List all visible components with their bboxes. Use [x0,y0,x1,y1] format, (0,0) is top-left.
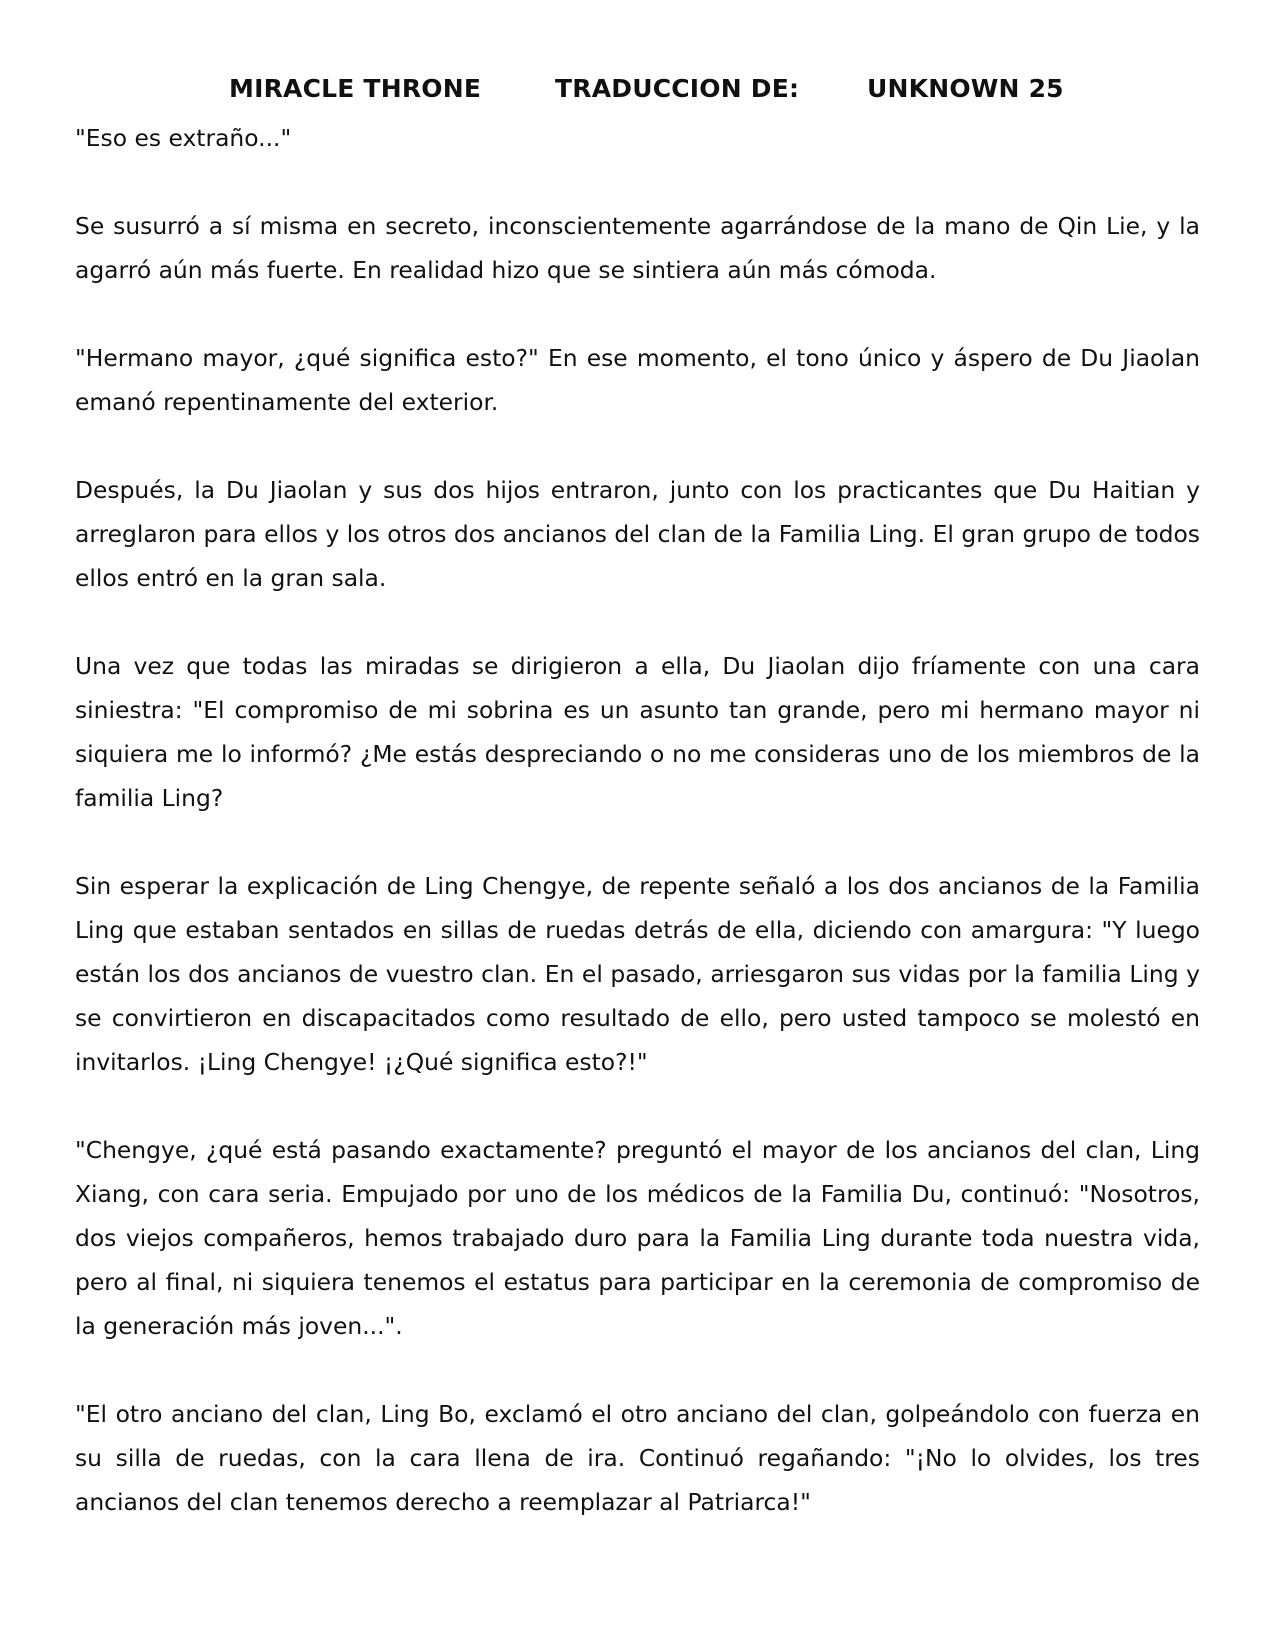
paragraph-4: Después, la Du Jiaolan y sus dos hijos entraron, junto con los practicantes que Du Haitian y arreglaron para ellos y los otros dos ancianos del clan de la Familia Ling. El gran grupo de todos ellos entró en la gran sala. [75,476,1200,592]
translation-label: TRADUCCION DE: [555,74,800,103]
paragraph-5: Una vez que todas las miradas se dirigieron a ella, Du Jiaolan dijo fríamente con una cara siniestra: "El compromiso de mi sobrina es un asunto tan grande, pero mi hermano mayor ni siquiera me lo informó? ¿Me estás despreciando o no me consideras uno de los miembros de la familia Ling? [75,652,1200,812]
paragraph-3: "Hermano mayor, ¿qué significa esto?" En ese momento, el tono único y áspero de Du Jiaolan emanó repentinamente del exterior. [75,344,1200,416]
document-body [75,116,1200,1568]
paragraph-2: Se susurró a sí misma en secreto, inconscientemente agarrándose de la mano de Qin Lie, y la agarró aún más fuerte. En realidad hizo que se sintiera aún más cómoda. [75,212,1200,284]
novel-title: MIRACLE THRONE [229,74,482,103]
paragraph-7: "Chengye, ¿qué está pasando exactamente? preguntó el mayor de los ancianos del clan, Ling Xiang, con cara seria. Empujado por uno de los médicos de la Familia Du, continuó: "Nosotros, dos viejos compañeros, hemos trabajado duro para la Familia Ling durante toda nuestra vida, pero al final, ni siquiera tenemos el estatus para participar en la ceremonia de compromiso de la generación más joven...". [75,1136,1200,1340]
paragraph-1: "Eso es extraño..." [75,124,292,152]
paragraph-8: "El otro anciano del clan, Ling Bo, exclamó el otro anciano del clan, golpeándolo con fuerza en su silla de ruedas, con la cara llena de ira. Continuó regañando: "¡No lo olvides, los tres ancianos del clan tenemos derecho a reemplazar al Patriarca!" [75,1400,1200,1516]
page-header [0,72,1275,106]
translator-name: UNKNOWN 25 [867,74,1064,103]
paragraph-6: Sin esperar la explicación de Ling Chengye, de repente señaló a los dos ancianos de la Familia Ling que estaban sentados en sillas de ruedas detrás de ella, diciendo con amargura: "Y luego están los dos ancianos de vuestro clan. En el pasado, arriesgaron sus vidas por la familia Ling y se convirtieron en discapacitados como resultado de ello, pero usted tampoco se molestó en invitarlos. ¡Ling Chengye! ¡¿Qué significa esto?!" [75,872,1200,1076]
